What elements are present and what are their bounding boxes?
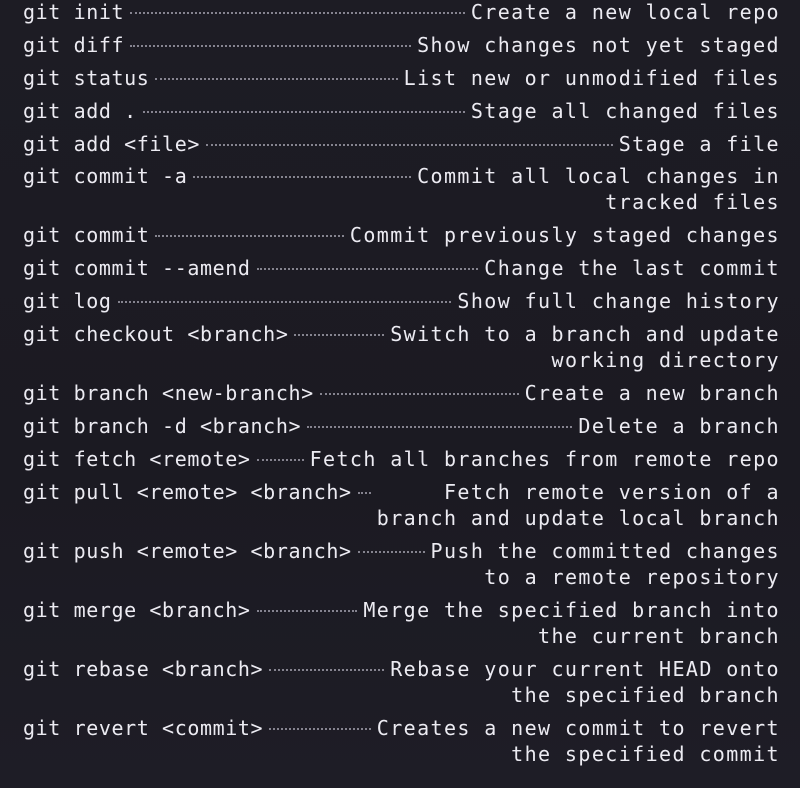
dotted-leader bbox=[358, 551, 425, 553]
description-text-line2: the specified branch bbox=[511, 682, 780, 707]
cheatsheet-entry-git-diff bbox=[23, 33, 780, 66]
description-text: Push the committed changes bbox=[430, 538, 780, 563]
command-text: git push <remote> <branch> bbox=[23, 538, 352, 563]
cheatsheet-entry-git-commit-amend bbox=[23, 256, 780, 289]
cheatsheet-entry-git-commit-a bbox=[23, 164, 780, 223]
cheatsheet-entry-git-fetch bbox=[23, 447, 780, 480]
dotted-leader bbox=[320, 393, 519, 395]
description-text-line2: the current branch bbox=[538, 623, 780, 648]
command-text: git revert <commit> bbox=[23, 715, 264, 740]
dotted-leader bbox=[143, 111, 465, 113]
cheatsheet-entry-git-revert bbox=[23, 716, 780, 775]
cheatsheet-entry-git-branch-delete bbox=[23, 414, 780, 447]
description-text: Fetch remote version of a bbox=[443, 479, 780, 504]
description-text: Create a new branch bbox=[524, 381, 780, 406]
dotted-leader bbox=[155, 78, 397, 80]
command-text: git pull <remote> <branch> bbox=[23, 479, 352, 504]
dotted-leader bbox=[206, 144, 613, 146]
command-text: git commit --amend bbox=[23, 256, 251, 281]
description-block bbox=[377, 715, 780, 767]
dotted-leader bbox=[257, 610, 358, 612]
cheatsheet-entry-git-status bbox=[23, 66, 780, 99]
cheatsheet-entry-git-init bbox=[23, 0, 780, 33]
description-text: List new or unmodified files bbox=[403, 65, 780, 90]
cheatsheet-entry-git-rebase bbox=[23, 657, 780, 716]
cheatsheet-entry-git-add-all bbox=[23, 99, 780, 132]
dotted-leader bbox=[257, 459, 304, 461]
command-text: git fetch <remote> bbox=[23, 446, 251, 471]
cheatsheet-entry-git-push bbox=[23, 539, 780, 598]
description-text-line2: tracked files bbox=[605, 190, 780, 215]
cheatsheet-entry-git-commit bbox=[23, 223, 780, 256]
description-text: Creates a new commit to revert bbox=[376, 715, 780, 740]
dotted-leader bbox=[358, 492, 371, 494]
dotted-leader bbox=[269, 728, 371, 730]
description-text: Show changes not yet staged bbox=[417, 32, 780, 57]
description-block bbox=[390, 321, 780, 373]
command-text: git merge <branch> bbox=[23, 597, 251, 622]
dotted-leader bbox=[193, 176, 411, 178]
description-block bbox=[377, 479, 780, 531]
command-text: git branch <new-branch> bbox=[23, 381, 314, 406]
description-block bbox=[417, 163, 780, 215]
cheatsheet-entry-git-checkout bbox=[23, 322, 780, 381]
description-text: Merge the specified branch into bbox=[363, 597, 780, 622]
description-block bbox=[363, 597, 780, 649]
description-block bbox=[390, 656, 780, 708]
description-text-line2: working directory bbox=[551, 348, 780, 373]
dotted-leader bbox=[130, 45, 411, 47]
description-text-line2: branch and update local branch bbox=[376, 505, 780, 530]
dotted-leader bbox=[257, 268, 479, 270]
command-text: git status bbox=[23, 65, 150, 90]
description-text: Stage a file bbox=[618, 131, 780, 156]
command-text: git diff bbox=[23, 32, 125, 57]
description-block bbox=[431, 538, 780, 590]
dotted-leader bbox=[294, 334, 384, 336]
description-text: Create a new local repo bbox=[470, 0, 780, 24]
description-text: Delete a branch bbox=[578, 414, 780, 439]
description-text: Rebase your current HEAD onto bbox=[390, 656, 780, 681]
command-text: git log bbox=[23, 289, 112, 314]
description-text: Stage all changed files bbox=[470, 98, 780, 123]
dotted-leader bbox=[130, 12, 465, 14]
dotted-leader bbox=[307, 426, 572, 428]
command-text: git add . bbox=[23, 98, 137, 123]
cheatsheet-entry-git-branch-new bbox=[23, 381, 780, 414]
command-text: git checkout <branch> bbox=[23, 322, 289, 347]
description-text: Show full change history bbox=[457, 289, 780, 314]
cheatsheet-entry-git-log bbox=[23, 289, 780, 322]
description-text: Change the last commit bbox=[484, 256, 780, 281]
command-text: git branch -d <branch> bbox=[23, 414, 302, 439]
command-text: git init bbox=[23, 0, 125, 24]
description-text: Commit previously staged changes bbox=[349, 223, 780, 248]
description-text-line2: to a remote repository bbox=[484, 564, 780, 589]
dotted-leader bbox=[118, 301, 452, 303]
cheatsheet-entry-git-merge bbox=[23, 598, 780, 657]
command-text: git commit bbox=[23, 223, 150, 248]
description-text: Switch to a branch and update bbox=[390, 322, 780, 347]
description-text-line2: the specified commit bbox=[511, 741, 780, 766]
cheatsheet-entry-git-pull bbox=[23, 480, 780, 539]
command-text: git rebase <branch> bbox=[23, 656, 264, 681]
cheatsheet-entry-git-add-file bbox=[23, 132, 780, 165]
dotted-leader bbox=[155, 235, 343, 237]
command-text: git add <file> bbox=[23, 131, 200, 156]
command-text: git commit -a bbox=[23, 164, 188, 189]
dotted-leader bbox=[269, 669, 384, 671]
description-text: Fetch all branches from remote repo bbox=[309, 446, 780, 471]
description-text: Commit all local changes in bbox=[417, 164, 780, 189]
